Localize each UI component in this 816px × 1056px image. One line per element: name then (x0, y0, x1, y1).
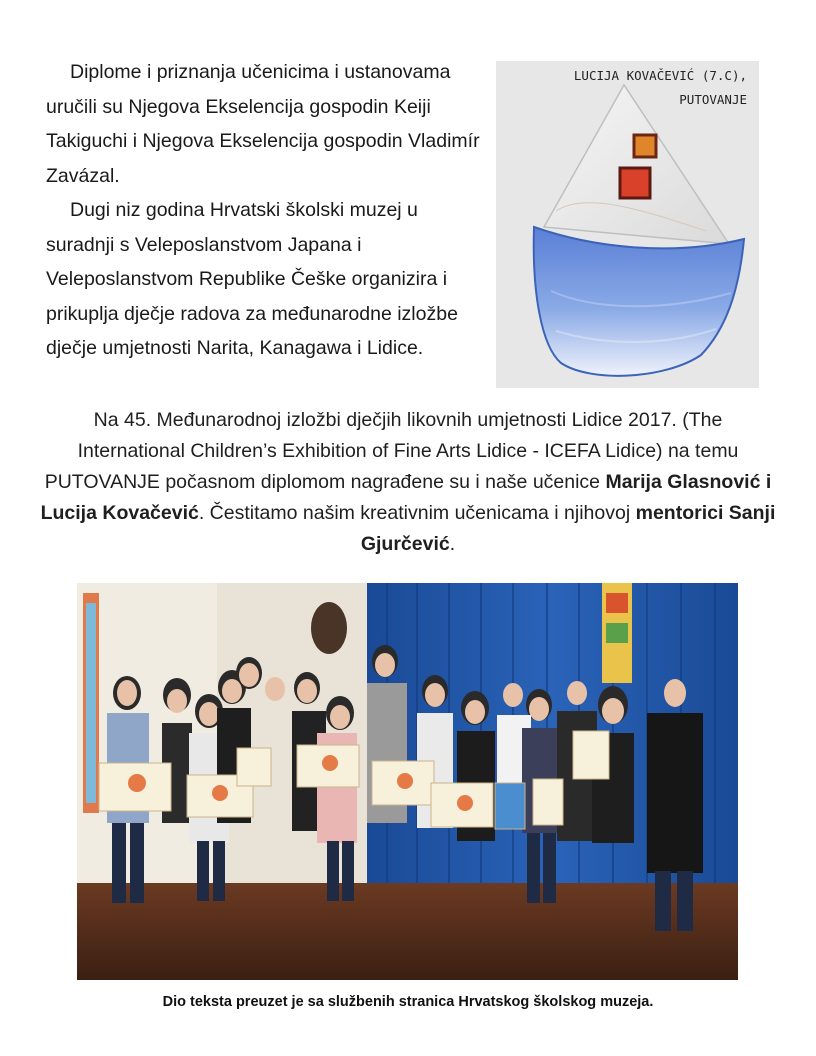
source-note: Dio teksta preuzet je sa službenih stranica Hrvatskog školskog muzeja. (162, 994, 654, 1010)
award-paragraph (40, 405, 776, 560)
sail-window-2 (620, 168, 650, 198)
intro-text (46, 55, 486, 366)
award-text-part-2: . Čestitamo našim kreativnim učenicama i njihovoj (198, 502, 636, 524)
sail-window-1 (634, 135, 656, 157)
award-winners: Marija Glasnović i Lucija Kovačević (40, 471, 772, 524)
wooden-floor (77, 883, 738, 980)
artwork-image (496, 61, 759, 388)
mask-decoration (311, 602, 347, 654)
award-text-part-3: . (449, 533, 456, 555)
boat-hull (534, 227, 744, 376)
group-photo-illustration (77, 583, 738, 980)
award-announcement (40, 405, 776, 560)
award-mentor: mentorici Sanji Gjurčević (360, 502, 776, 555)
intro-paragraph-1: Diplome i priznanja učenicima i ustanovama uručili su Njegova Ekselencija gospodin Keiji Takiguchi i Njegova Ekselencija gospodin Vladimír Zavázal. (46, 61, 480, 187)
artwork-caption-title: PUTOVANJE (679, 92, 747, 107)
artwork-caption-author: LUCIJA KOVAČEVIĆ (7.C), (573, 68, 747, 83)
hanging-artwork-left (83, 593, 99, 813)
hanging-artwork-right (602, 583, 632, 683)
group-photo (77, 583, 738, 980)
intro-paragraph-2: Dugi niz godina Hrvatski školski muzej u suradnji s Veleposlanstvom Japana i Veleposlanstvom Republike Češke organizira i prikuplja dječje radova za međunarodne izložbe dječje umjetnosti Narita, Kanagawa i Lidice. (46, 199, 458, 359)
artwork-caption (574, 64, 747, 112)
award-text-part-1: Na 45. Međunarodnoj izložbi dječjih likovnih umjetnosti Lidice 2017. (The International Children’s Exhibition of Fine Arts Lidice - ICEFA Lidice) na temu PUTOVANJE počasnom diplomom nagrađene su i naše učenice (44, 409, 739, 493)
